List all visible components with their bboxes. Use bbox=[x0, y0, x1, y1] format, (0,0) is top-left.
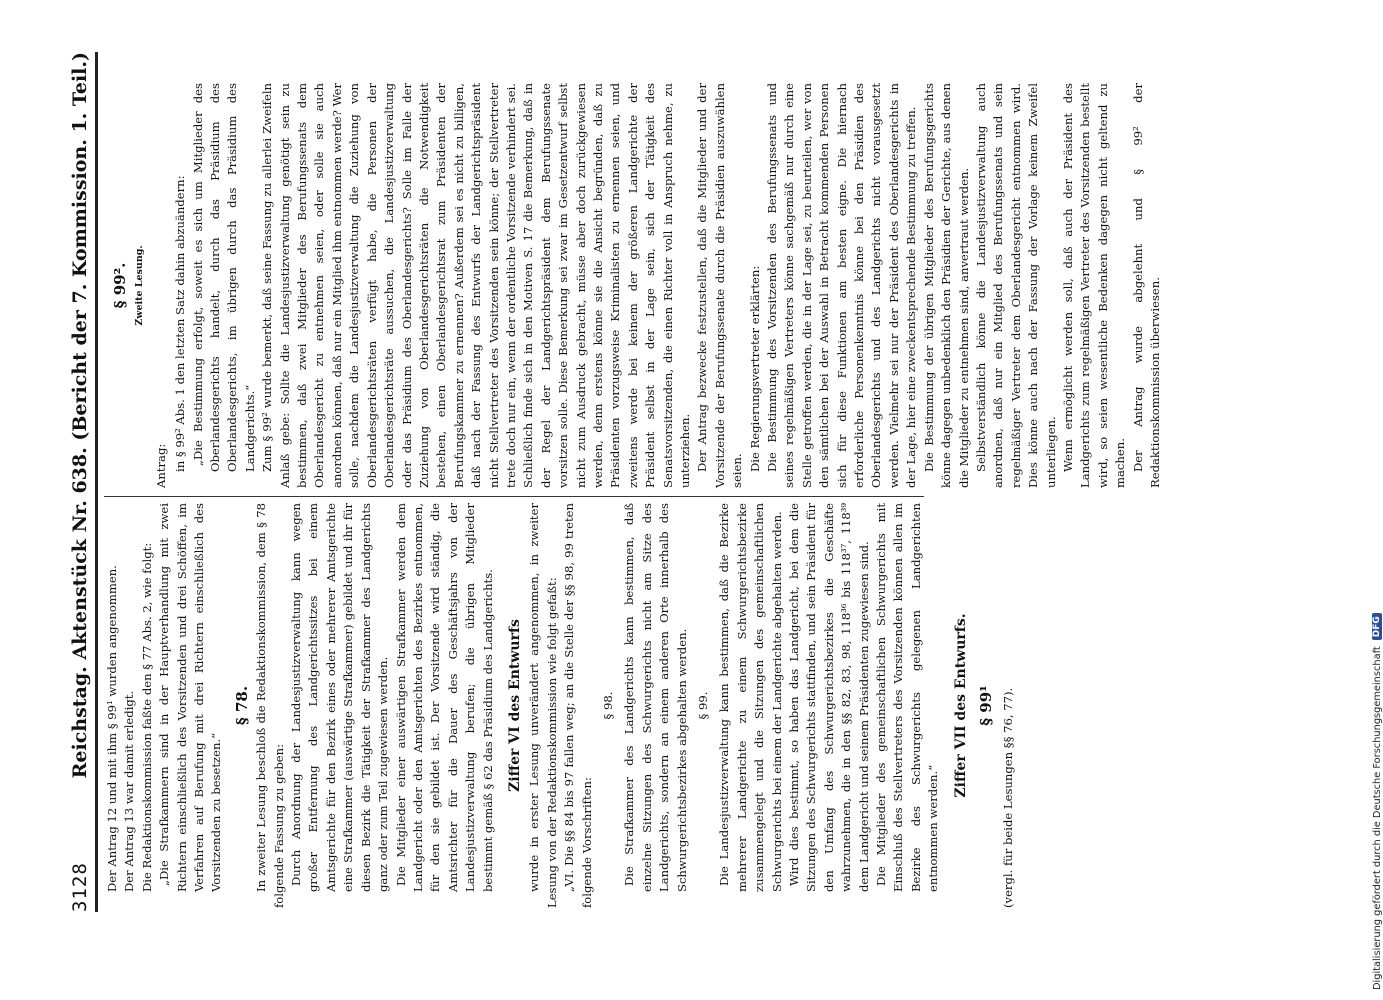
paragraph: Die Redaktionskommission faßte den § 77 Abs. 2, wie folgt: bbox=[139, 542, 154, 892]
credit-text: Digitalisierung gefördert durch die Deutsche Forschungsgemeinschaft bbox=[1371, 646, 1383, 990]
section-heading: § 99¹ bbox=[977, 685, 996, 726]
paragraph: Zum § 99² wurde bemerkt, daß seine Fassung zu allerlei Zweifeln Anlaß gebe: Sollte die Landesjustizverwaltung genötigt sein zu bestimmen, daß zwei Mitglieder des Berufungssenats dem Oberlandesgericht zu entnehmen seien, oder solle sie auch anordnen können, daß nur ein Mitglied ihm entnommen werde? Wer solle, nachdem die Landesjustizverwaltung die Zuziehung von Oberlandesgerichtsräten verfügt habe, die Personen der Oberlandesgerichtsräte aussuchen, die Landesjustizverwaltung oder das Präsidium des Oberlandesgerichts? Solle im Falle der Zuziehung von Oberlandesgerichtsräten die Notwendigkeit bestehen, einen Oberlandesgerichtsrat zum Präsidenten der Berufungskammer zu ernennen? Außerdem sei es nicht zu billigen, daß nach der Fassung des Entwurfs der Landgerichtspräsident nicht Stellvertreter des Vorsitzenden sein könne; der Stellvertreter trete doch nur ein, wenn der ordentliche Vorsitzende verhindert sei. Schließlich finde sich in den Motiven S. 17 die Bemerkung, daß in der Regel der Landgerichtspräsident dem Berufungssenate vorsitzen solle. Diese Bemerkung sei zwar im Gesetzentwurf selbst nicht zum Ausdruck gebracht, müsse aber doch zurückgewiesen werden, denn erstens könne sie die Ansicht begründen, daß zu Präsidenten vorzugsweise Kriminalisten zu ernennen seien, und zweitens werde bei keinem der größeren Landgerichte der Präsident selbst in der Lage sein, sich der Tätigkeit des Senatsvorsitzenden, die einen Richter voll in Anspruch nehme, zu unterziehen. bbox=[260, 83, 692, 488]
column-divider bbox=[104, 496, 924, 497]
right-column bbox=[104, 83, 1164, 488]
paragraph: Die Bestimmung des Vorsitzenden des Berufungssenats und seines regelmäßigen Vertreters könne sachgemäß nur durch eine Stelle getroffen werden, die in der Lage sei, zu beurteilen, wer von den sämtlichen bei der Auswahl in Betracht kommenden Personen sich für diese Funktionen am besten eigne. Die hiernach erforderliche Personenkenntnis könne bei den Präsidien des Oberlandesgerichts und des Landgerichts nicht vorausgesetzt werden. Vielmehr sei nur der Präsident des Oberlandesgerichts in der Lage, hier eine zweckentsprechende Bestimmung zu treffen. bbox=[765, 83, 919, 488]
quoted-paragraph: Durch Anordnung der Landesjustizverwaltung kann wegen großer Entfernung des Landgerichtssitzes bei einem Amtsgerichte für den Bezirk eines oder mehrerer Amtsgerichte eine Strafkammer (auswärtige Strafkammer) gebildet und ihr für diesen Bezirk die Tätigkeit der Strafkammer des Landgerichts ganz oder zum Teil zugewiesen werden. bbox=[289, 503, 391, 892]
dfg-logo-icon: DFG bbox=[1372, 613, 1382, 640]
left-column bbox=[104, 503, 1017, 908]
antrag-label: Antrag: bbox=[153, 443, 168, 488]
paragraph: Die Regierungsvertreter erklärten: bbox=[747, 265, 762, 472]
reference-note: (vergl. für beide Lesungen §§ 76, 77). bbox=[1000, 687, 1015, 908]
page-title: Reichstag. Aktenstück Nr. 638. (Bericht der 7. Kommission. 1. Teil.) bbox=[69, 52, 91, 779]
paragraph: Der Antrag bezwecke festzustellen, daß die Mitglieder und der Vorsitzende der Berufungssenate durch die Präsidien auszuwählen seien. bbox=[695, 83, 745, 488]
page-number: 3128 bbox=[69, 862, 91, 912]
ziffer-heading: Ziffer VI des Entwurfs bbox=[506, 619, 523, 792]
paragraph: in § 99² Abs. 1 den letzten Satz dahin abzuändern: bbox=[173, 175, 188, 472]
quoted-paragraph: „Die Strafkammern sind in der Hauptverhandlung mit zwei Richtern einschließlich des Vorsitzenden und drei Schöffen, im Verfahren auf Berufung mit drei Richtern einschließlich des Vorsitzenden zu besetzen.“ bbox=[157, 503, 224, 892]
paragraph: Der Antrag 13 war damit erledigt. bbox=[122, 690, 137, 892]
quoted-paragraph: Die Landesjustizverwaltung kann bestimmen, daß die Bezirke mehrerer Landgerichte zu einem Schwurgerichtsbezirke zusammengelegt und die Sitzungen des gemeinschaftlichen Schwurgerichts bei einem der Landgerichte abgehalten werden. bbox=[717, 503, 784, 892]
quoted-paragraph: Wird dies bestimmt, so haben das Landgericht, bei dem die Sitzungen des Schwurgerichts stattfinden, und sein Präsident für den Umfang des Schwurgerichtsbezirkes die Geschäfte wahrzunehmen, die in den §§ 82, 83, 98, 118³⁶ bis 118³⁷, 118³⁹ dem Landgericht und seinem Präsidenten zugewiesen sind. bbox=[787, 503, 871, 892]
paragraph: „VI. Die §§ 84 bis 97 fallen weg; an die Stelle der §§ 98, 99 treten folgende Vorschriften: bbox=[562, 503, 594, 908]
section-heading: § 99. bbox=[696, 691, 710, 720]
paragraph: Die Bestimmung der übrigen Mitglieder des Berufungsgerichts könne dagegen unbedenklich den Präsidien der Gerichte, aus denen die Mitglieder zu entnehmen sind, anvertraut werden. bbox=[921, 83, 971, 488]
paragraph: Der Antrag wurde abgelehnt und § 99² der Redaktionskommission überwiesen. bbox=[1130, 83, 1162, 488]
paragraph: Wenn ermöglicht werden soll, daß auch der Präsident des Landgerichts zum regelmäßigen Vertreter des Vorsitzenden bestellt wird, so seien wesentliche Bedenken dagegen nicht geltend zu machen. bbox=[1060, 83, 1128, 488]
section-heading: § 99². bbox=[111, 262, 129, 309]
quoted-paragraph: Die Mitglieder einer auswärtigen Strafkammer werden dem Landgericht oder den Amtsgerichten des Bezirkes entnommen, für den sie gebildet ist. Der Vorsitzende wird ständig, die Amtsrichter für die Dauer des Geschäftsjahrs von der Landesjustizverwaltung berufen; die übrigen Mitglieder bestimmt gemäß § 62 das Präsidium des Landgerichts. bbox=[393, 503, 495, 892]
quoted-paragraph: Die Mitglieder des gemeinschaftlichen Schwurgerichts mit Einschluß des Stellvertreters des Vorsitzenden können allen im Bezirke des Schwurgerichts gelegenen Landgerichten entnommen werden.“ bbox=[874, 503, 941, 892]
quoted-paragraph: Die Strafkammer des Landgerichts kann bestimmen, daß einzelne Sitzungen des Schwurgerichts nicht am Sitze des Landgerichts, sondern an einem anderen Orte innerhalb des Schwurgerichtsbezirkes abgehalten werden. bbox=[622, 503, 689, 892]
page-header bbox=[58, 52, 98, 912]
section-heading: § 98. bbox=[600, 691, 615, 720]
paragraph: Selbstverständlich könne die Landesjustizverwaltung auch anordnen, daß nur ein Mitglied des Berufungssenats und sein regelmäßiger Vertreter dem Oberlandesgericht entnommen wird. Dies könne auch nach der Fassung der Vorlage keinem Zweifel unterliegen. bbox=[973, 83, 1058, 488]
section-heading: § 78. bbox=[232, 685, 251, 726]
digitization-credit bbox=[1370, 10, 1383, 990]
paragraph: Der Antrag 12 und mit ihm § 99¹ wurden angenommen. bbox=[105, 565, 119, 892]
paragraph: In zweiter Lesung beschloß die Redaktionskommission, dem § 78 folgende Fassung zu geben: bbox=[254, 503, 286, 908]
section-subheading: Zweite Lesung. bbox=[134, 245, 146, 326]
ziffer-heading: Ziffer VII des Entwurfs. bbox=[952, 613, 969, 798]
quoted-paragraph: „Die Bestimmung erfolgt, soweit es sich um Mitglieder des Oberlandesgerichts handelt, durch das Präsidium des Oberlandesgerichts, im übrigen durch das Präsidium des Landgerichts.“ bbox=[190, 83, 257, 472]
paragraph: wurde in erster Lesung unverändert angenommen, in zweiter Lesung von der Redaktionskommission wie folgt gefaßt: bbox=[527, 503, 559, 908]
